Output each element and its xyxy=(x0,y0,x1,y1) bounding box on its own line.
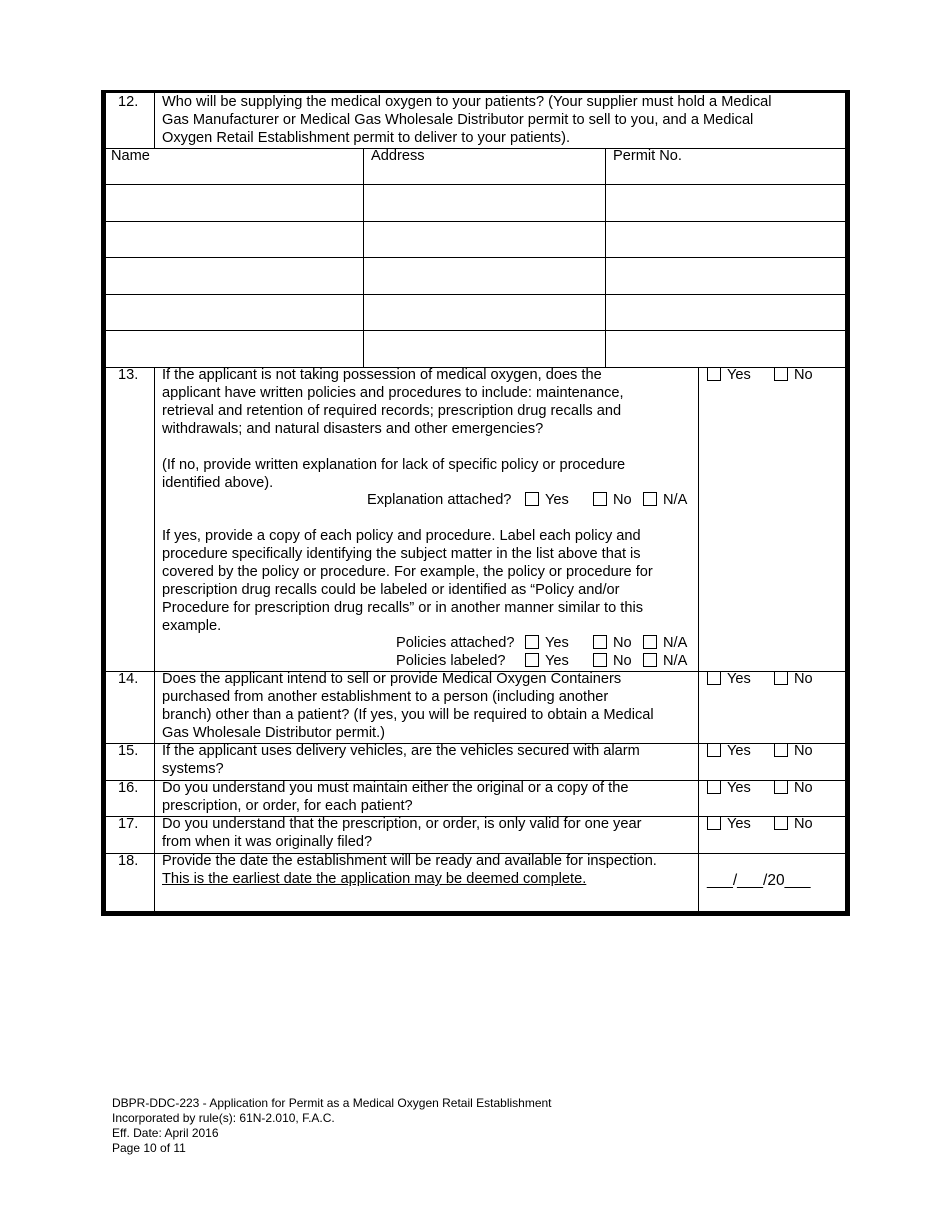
supplier-address-field[interactable] xyxy=(365,329,604,363)
policies-labeled-yes-option[interactable]: Yes xyxy=(525,652,569,670)
q13-text-line: Procedure for prescription drug recalls” or in another manner similar to this xyxy=(162,600,643,616)
q13-text-line: covered by the policy or procedure. For example, the policy or procedure for xyxy=(162,564,653,580)
explanation-attached-label: Explanation attached? xyxy=(367,492,512,508)
footer-rule: Incorporated by rule(s): 61N-2.010, F.A.C. xyxy=(112,1111,335,1125)
name-column-header: Name xyxy=(111,148,150,164)
supplier-name-field[interactable] xyxy=(107,329,362,363)
supplier-address-field[interactable] xyxy=(365,293,604,327)
checkbox-icon[interactable] xyxy=(774,816,788,830)
explanation-yes-option[interactable]: Yes xyxy=(525,491,569,509)
q17-yes-option[interactable]: Yes xyxy=(707,815,751,833)
q12-text-line: Who will be supplying the medical oxygen to your patients? (Your supplier must hold a Medical xyxy=(162,94,772,110)
supplier-address-field[interactable] xyxy=(365,256,604,290)
checkbox-icon[interactable] xyxy=(707,743,721,757)
q14-text-line: Gas Wholesale Distributor permit.) xyxy=(162,725,386,741)
q16-no-option[interactable]: No xyxy=(774,779,813,797)
policies-attached-na-option[interactable]: N/A xyxy=(643,634,687,652)
q15-no-option[interactable]: No xyxy=(774,742,813,760)
q18-text-line: This is the earliest date the application may be deemed complete. xyxy=(162,871,587,887)
q17-text-line: from when it was originally filed? xyxy=(162,834,373,850)
checkbox-icon[interactable] xyxy=(707,367,721,381)
policies-attached-yes-option[interactable]: Yes xyxy=(525,634,569,652)
q16-text-line: prescription, or order, for each patient? xyxy=(162,798,413,814)
q17-number: 17. xyxy=(118,816,139,832)
q13-text-line: retrieval and retention of required records; prescription drug recalls and xyxy=(162,403,622,419)
checkbox-icon[interactable] xyxy=(707,816,721,830)
q18-text-line: Provide the date the establishment will be ready and available for inspection. xyxy=(162,853,657,869)
checkbox-icon[interactable] xyxy=(707,671,721,685)
q13-text-line: procedure specifically identifying the subject matter in the list above that is xyxy=(162,546,641,562)
q12-text-line: Gas Manufacturer or Medical Gas Wholesale Distributor permit to sell to you, and a Medical xyxy=(162,112,754,128)
checkbox-icon[interactable] xyxy=(774,367,788,381)
address-column-header: Address xyxy=(371,148,425,164)
q13-text-line: withdrawals; and natural disasters and other emergencies? xyxy=(162,421,544,437)
policies-labeled-no-option[interactable]: No xyxy=(593,652,632,670)
checkbox-icon[interactable] xyxy=(774,743,788,757)
checkbox-icon[interactable] xyxy=(525,653,539,667)
supplier-permit-field[interactable] xyxy=(607,329,843,363)
q13-text-line: prescription drug recalls could be labeled or identified as “Policy and/or xyxy=(162,582,620,598)
checkbox-icon[interactable] xyxy=(643,635,657,649)
q15-text-line: If the applicant uses delivery vehicles, are the vehicles secured with alarm xyxy=(162,743,640,759)
supplier-address-field[interactable] xyxy=(365,183,604,217)
q15-text-line: systems? xyxy=(162,761,224,777)
supplier-permit-field[interactable] xyxy=(607,293,843,327)
checkbox-icon[interactable] xyxy=(593,653,607,667)
supplier-name-field[interactable] xyxy=(107,220,362,254)
q14-no-option[interactable]: No xyxy=(774,670,813,688)
q15-yes-option[interactable]: Yes xyxy=(707,742,751,760)
supplier-name-field[interactable] xyxy=(107,256,362,290)
q13-number: 13. xyxy=(118,367,139,383)
q13-no-option[interactable]: No xyxy=(774,366,813,384)
checkbox-icon[interactable] xyxy=(643,653,657,667)
supplier-address-field[interactable] xyxy=(365,220,604,254)
checkbox-icon[interactable] xyxy=(593,635,607,649)
explanation-na-option[interactable]: N/A xyxy=(643,491,687,509)
footer-eff-date: Eff. Date: April 2016 xyxy=(112,1126,219,1140)
policies-labeled-na-option[interactable]: N/A xyxy=(643,652,687,670)
checkbox-icon[interactable] xyxy=(643,492,657,506)
supplier-permit-field[interactable] xyxy=(607,183,843,217)
q13-text-line: identified above). xyxy=(162,475,274,491)
q16-yes-option[interactable]: Yes xyxy=(707,779,751,797)
q16-text-line: Do you understand you must maintain either the original or a copy of the xyxy=(162,780,629,796)
supplier-name-field[interactable] xyxy=(107,293,362,327)
q15-number: 15. xyxy=(118,743,139,759)
q13-text-line: applicant have written policies and procedures to include: maintenance, xyxy=(162,385,624,401)
supplier-permit-field[interactable] xyxy=(607,220,843,254)
explanation-no-option[interactable]: No xyxy=(593,491,632,509)
q14-number: 14. xyxy=(118,671,139,687)
permit-column-header: Permit No. xyxy=(613,148,682,164)
checkbox-icon[interactable] xyxy=(707,780,721,794)
checkbox-icon[interactable] xyxy=(774,780,788,794)
q14-text-line: Does the applicant intend to sell or provide Medical Oxygen Containers xyxy=(162,671,622,687)
footer-page-number: Page 10 of 11 xyxy=(112,1141,186,1155)
q17-text-line: Do you understand that the prescription, or order, is only valid for one year xyxy=(162,816,642,832)
q13-text-line: If the applicant is not taking possession of medical oxygen, does the xyxy=(162,367,602,383)
q14-yes-option[interactable]: Yes xyxy=(707,670,751,688)
q14-text-line: branch) other than a patient? (If yes, you will be required to obtain a Medical xyxy=(162,707,654,723)
q18-number: 18. xyxy=(118,853,139,869)
checkbox-icon[interactable] xyxy=(525,492,539,506)
q13-text-line: (If no, provide written explanation for lack of specific policy or procedure xyxy=(162,457,626,473)
q16-number: 16. xyxy=(118,780,139,796)
supplier-permit-field[interactable] xyxy=(607,256,843,290)
policies-attached-label: Policies attached? xyxy=(396,635,515,651)
checkbox-icon[interactable] xyxy=(774,671,788,685)
policies-attached-no-option[interactable]: No xyxy=(593,634,632,652)
inspection-date-field[interactable]: ___/___/20___ xyxy=(707,872,811,889)
q13-text-line: example. xyxy=(162,618,222,634)
q12-text-line: Oxygen Retail Establishment permit to deliver to your patients). xyxy=(162,130,570,146)
q13-yes-option[interactable]: Yes xyxy=(707,366,751,384)
q12-number: 12. xyxy=(118,94,139,110)
footer-form-id: DBPR-DDC-223 - Application for Permit as a Medical Oxygen Retail Establishment xyxy=(112,1096,552,1110)
policies-labeled-label: Policies labeled? xyxy=(396,653,506,669)
supplier-name-field[interactable] xyxy=(107,183,362,217)
q14-text-line: purchased from another establishment to a person (including another xyxy=(162,689,609,705)
checkbox-icon[interactable] xyxy=(593,492,607,506)
q13-text-line: If yes, provide a copy of each policy and procedure. Label each policy and xyxy=(162,528,641,544)
checkbox-icon[interactable] xyxy=(525,635,539,649)
q17-no-option[interactable]: No xyxy=(774,815,813,833)
